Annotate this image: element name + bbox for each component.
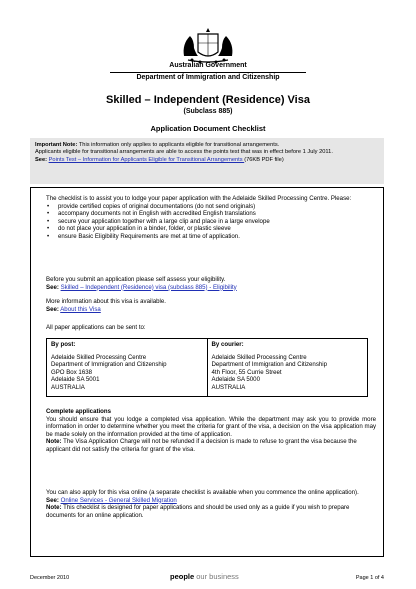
transitional-text: Applicants eligible for transitional arrangements are able to access the points test that was in effect before 1 July 2011. (35, 149, 333, 156)
about-visa-link[interactable]: About this Visa (60, 305, 101, 313)
file-size-label: (76KB PDF file) (244, 156, 284, 163)
important-note-box (30, 138, 384, 184)
post-label: By post: (51, 341, 76, 348)
instructions-list (46, 203, 376, 241)
important-note-label: Important Note: (35, 142, 78, 148)
footer-date: December 2010 (30, 575, 70, 581)
address-line: Adelaide SA 5001 (51, 376, 100, 384)
more-info-text: More information about this visa is available. (46, 298, 166, 305)
footer-page-number: Page 1 of 4 (355, 575, 384, 581)
list-item: • do not place your application in a binder, folder, or plastic sleeve (46, 225, 376, 233)
address-line: Department of Immigration and Citizenship (211, 361, 327, 369)
note-label: Note: (46, 504, 62, 512)
more-info-section (46, 298, 376, 313)
see-label: See: (35, 156, 48, 163)
list-item: • accompany documents not in English with accredited English translations (46, 210, 376, 218)
courier-address-cell (207, 339, 368, 397)
brand-bold: people (170, 572, 195, 581)
note-label: Note: (46, 438, 62, 446)
address-line: Adelaide Skilled Processing Centre (211, 353, 307, 361)
footer-brand (170, 572, 239, 581)
see-label: See: (46, 305, 59, 313)
list-item: • ensure Basic Eligibility Requirements are met at time of application. (46, 233, 376, 241)
address-line: GPO Box 1638 (51, 368, 92, 376)
address-line: 4th Floor, 55 Currie Street (211, 368, 282, 376)
list-item: • provide certified copies of original documentations (do not send originals) (46, 203, 376, 211)
complete-applications-section (46, 408, 376, 454)
address-line: AUSTRALIA (211, 383, 246, 391)
brand-light: our business (194, 572, 239, 581)
subclass-label: (Subclass 885) (183, 108, 233, 115)
see-label: See: (46, 283, 59, 291)
address-line: AUSTRALIA (51, 383, 85, 391)
intro-section (46, 195, 376, 241)
intro-text: The checklist is to assist you to lodge your paper application with the Adelaide Skilled Processing Centre. Please: (46, 195, 352, 202)
government-name: Australian Government (169, 62, 247, 69)
list-item: • secure your application together with a large clip and place in a large envelope (46, 218, 376, 226)
eligibility-text: Before you submit an application please self assess your eligibility. (46, 276, 226, 283)
online-section (46, 489, 376, 519)
points-test-link[interactable]: Points Test – Information for Applicants Eligible for Transitional Arrangements (48, 156, 245, 163)
coat-of-arms-logo (176, 26, 240, 66)
online-text: You can also apply for this visa online (a separate checklist is available when you commence the online application). (46, 489, 359, 496)
refund-note: The Visa Application Charge will not be refunded if a decision is made to refuse to grant the visa because the applicant did not satisfy the criteria for grant of the visa. (46, 438, 357, 453)
online-note: This checklist is designed for paper applications and should be used only as a guide if you wish to prepare documents for an online application. (46, 504, 350, 519)
header-divider (110, 72, 306, 73)
department-name: Department of Immigration and Citizenship (136, 74, 280, 81)
address-line: Adelaide Skilled Processing Centre (51, 353, 147, 361)
address-line: Adelaide SA 5000 (211, 376, 260, 384)
post-address-cell (47, 339, 208, 397)
address-line: Department of Immigration and Citizenship (51, 361, 167, 369)
eligibility-section (46, 276, 376, 291)
important-note-text: This information only applies to applicants eligible for transitional arrangements. (78, 142, 280, 148)
complete-heading: Complete applications (46, 408, 112, 415)
eligibility-link[interactable]: Skilled – Independent (Residence) visa (subclass 885) - Eligibility (60, 283, 237, 291)
courier-label: By courier: (211, 341, 244, 348)
send-to-text: All paper applications can be sent to: (46, 324, 146, 331)
checklist-heading: Application Document Checklist (150, 124, 266, 133)
address-table (46, 338, 376, 397)
complete-text: You should ensure that you lodge a completed visa application. While the department may ask you to provide more information in order to determine whether you meet the criteria for grant of the visa, a decision on the visa application may be made solely on the information provided at the time of application. (46, 415, 376, 438)
page-title: Skilled – Independent (Residence) Visa (106, 94, 310, 106)
online-services-link[interactable]: Online Services - General Skilled Migration (60, 496, 177, 504)
see-label: See: (46, 496, 59, 504)
